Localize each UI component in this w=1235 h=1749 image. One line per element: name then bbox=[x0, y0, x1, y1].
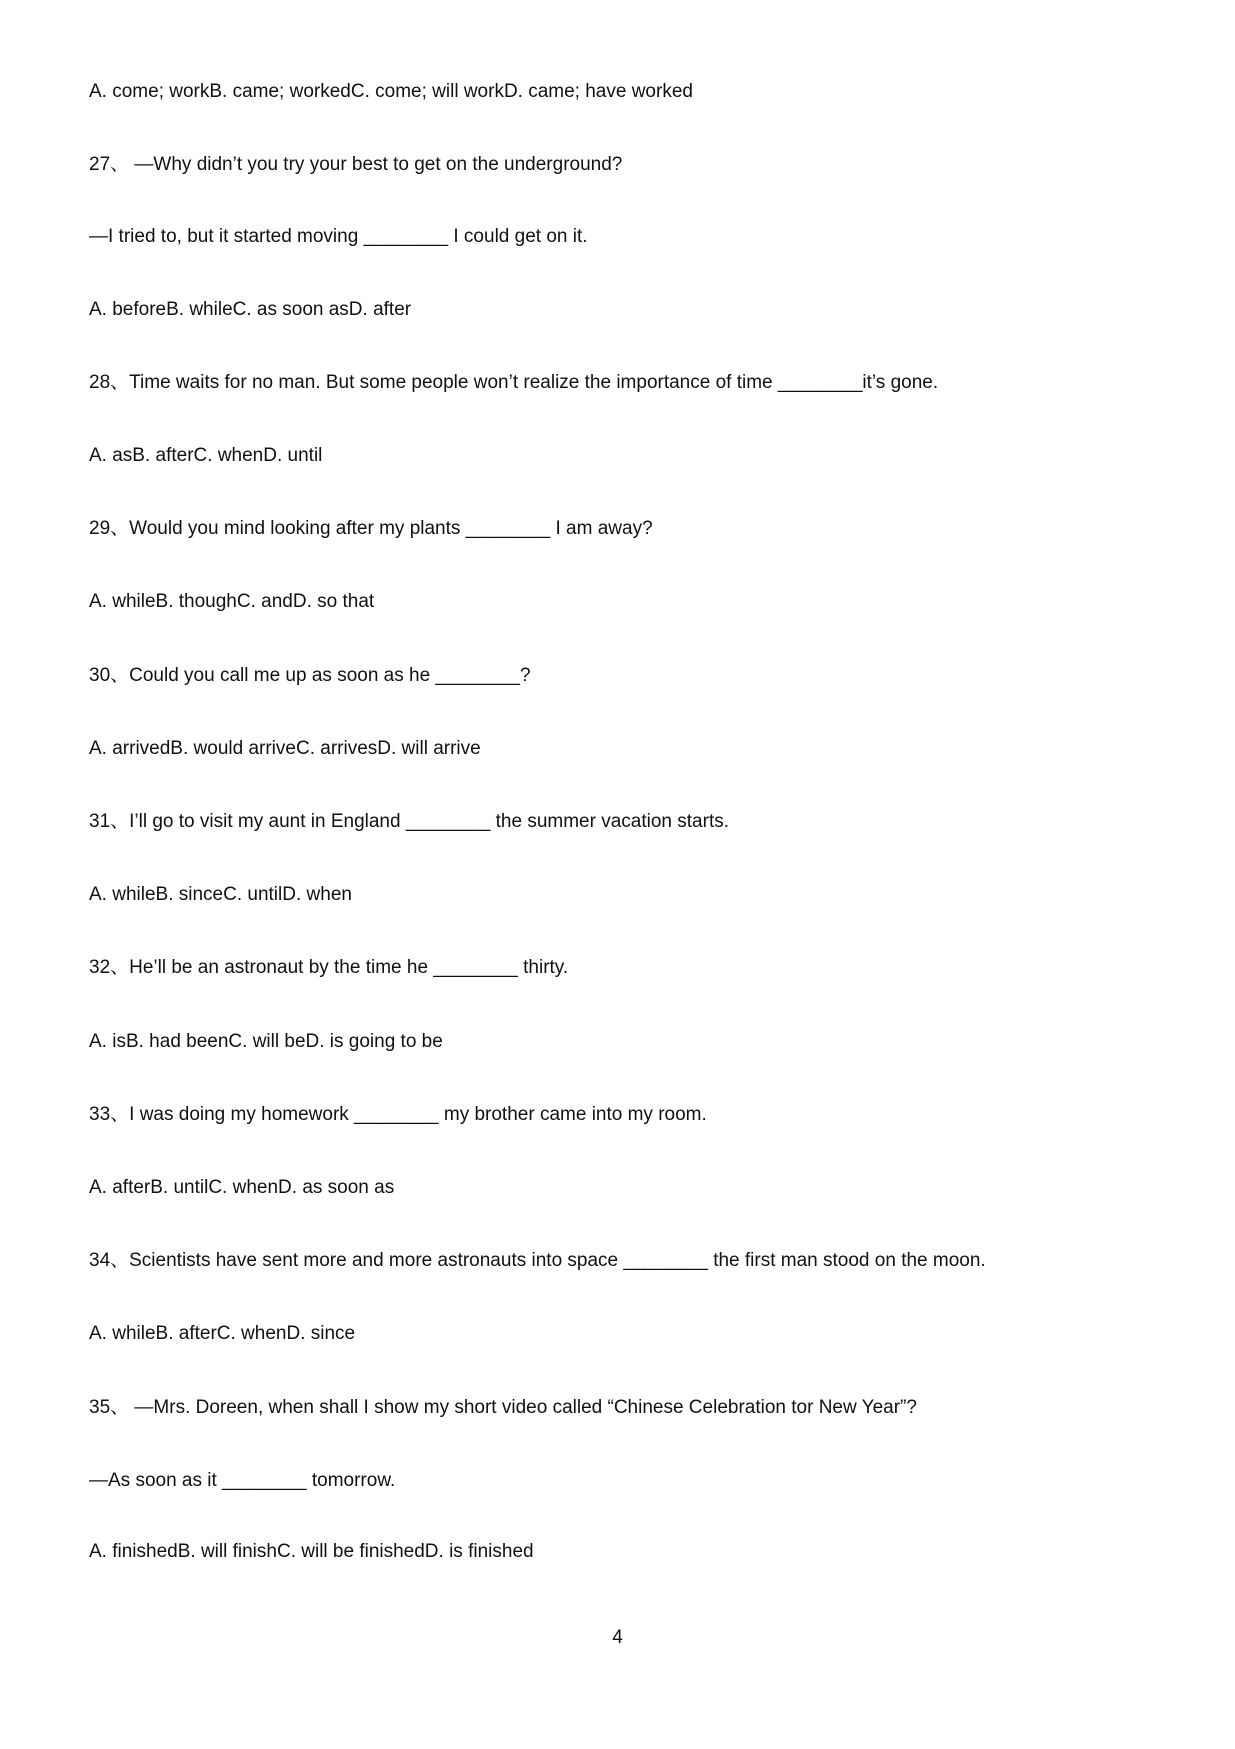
option-line-26: A. come; workB. came; workedC. come; will workD. came; have worked bbox=[89, 81, 693, 102]
option-line-32: A. isB. had beenC. will beD. is going to be bbox=[89, 1031, 443, 1052]
question-31: 31、I’ll go to visit my aunt in England ________ the summer vacation starts. bbox=[89, 811, 730, 832]
option-line-31: A. whileB. sinceC. untilD. when bbox=[89, 884, 352, 905]
question-27: 27、 —Why didn’t you try your best to get on the underground? bbox=[89, 154, 623, 175]
question-35: 35、 —Mrs. Doreen, when shall I show my short video called “Chinese Celebration tor New Year”? bbox=[89, 1397, 917, 1418]
option-line-30: A. arrivedB. would arriveC. arrivesD. will arrive bbox=[89, 738, 481, 759]
question-34: 34、Scientists have sent more and more astronauts into space ________ the first man stood on the moon. bbox=[89, 1250, 986, 1271]
option-line-33: A. afterB. untilC. whenD. as soon as bbox=[89, 1177, 395, 1198]
page-number: 4 bbox=[612, 1627, 623, 1648]
question-32: 32、He’ll be an astronaut by the time he ________ thirty. bbox=[89, 957, 569, 978]
question-33: 33、I was doing my homework ________ my brother came into my room. bbox=[89, 1104, 707, 1125]
question-27-answer: —I tried to, but it started moving ________ I could get on it. bbox=[89, 226, 588, 247]
question-28: 28、Time waits for no man. But some people won’t realize the importance of time ________it’s gone. bbox=[89, 372, 939, 393]
option-line-34: A. whileB. afterC. whenD. since bbox=[89, 1323, 356, 1344]
question-35-answer: —As soon as it ________ tomorrow. bbox=[89, 1470, 396, 1491]
option-line-27: A. beforeB. whileC. as soon asD. after bbox=[89, 299, 412, 320]
option-line-28: A. asB. afterC. whenD. until bbox=[89, 445, 323, 466]
question-29: 29、Would you mind looking after my plants ________ I am away? bbox=[89, 518, 653, 539]
question-30: 30、Could you call me up as soon as he ________? bbox=[89, 665, 531, 686]
option-line-35: A. finishedB. will finishC. will be finishedD. is finished bbox=[89, 1541, 534, 1562]
option-line-29: A. whileB. thoughC. andD. so that bbox=[89, 591, 375, 612]
